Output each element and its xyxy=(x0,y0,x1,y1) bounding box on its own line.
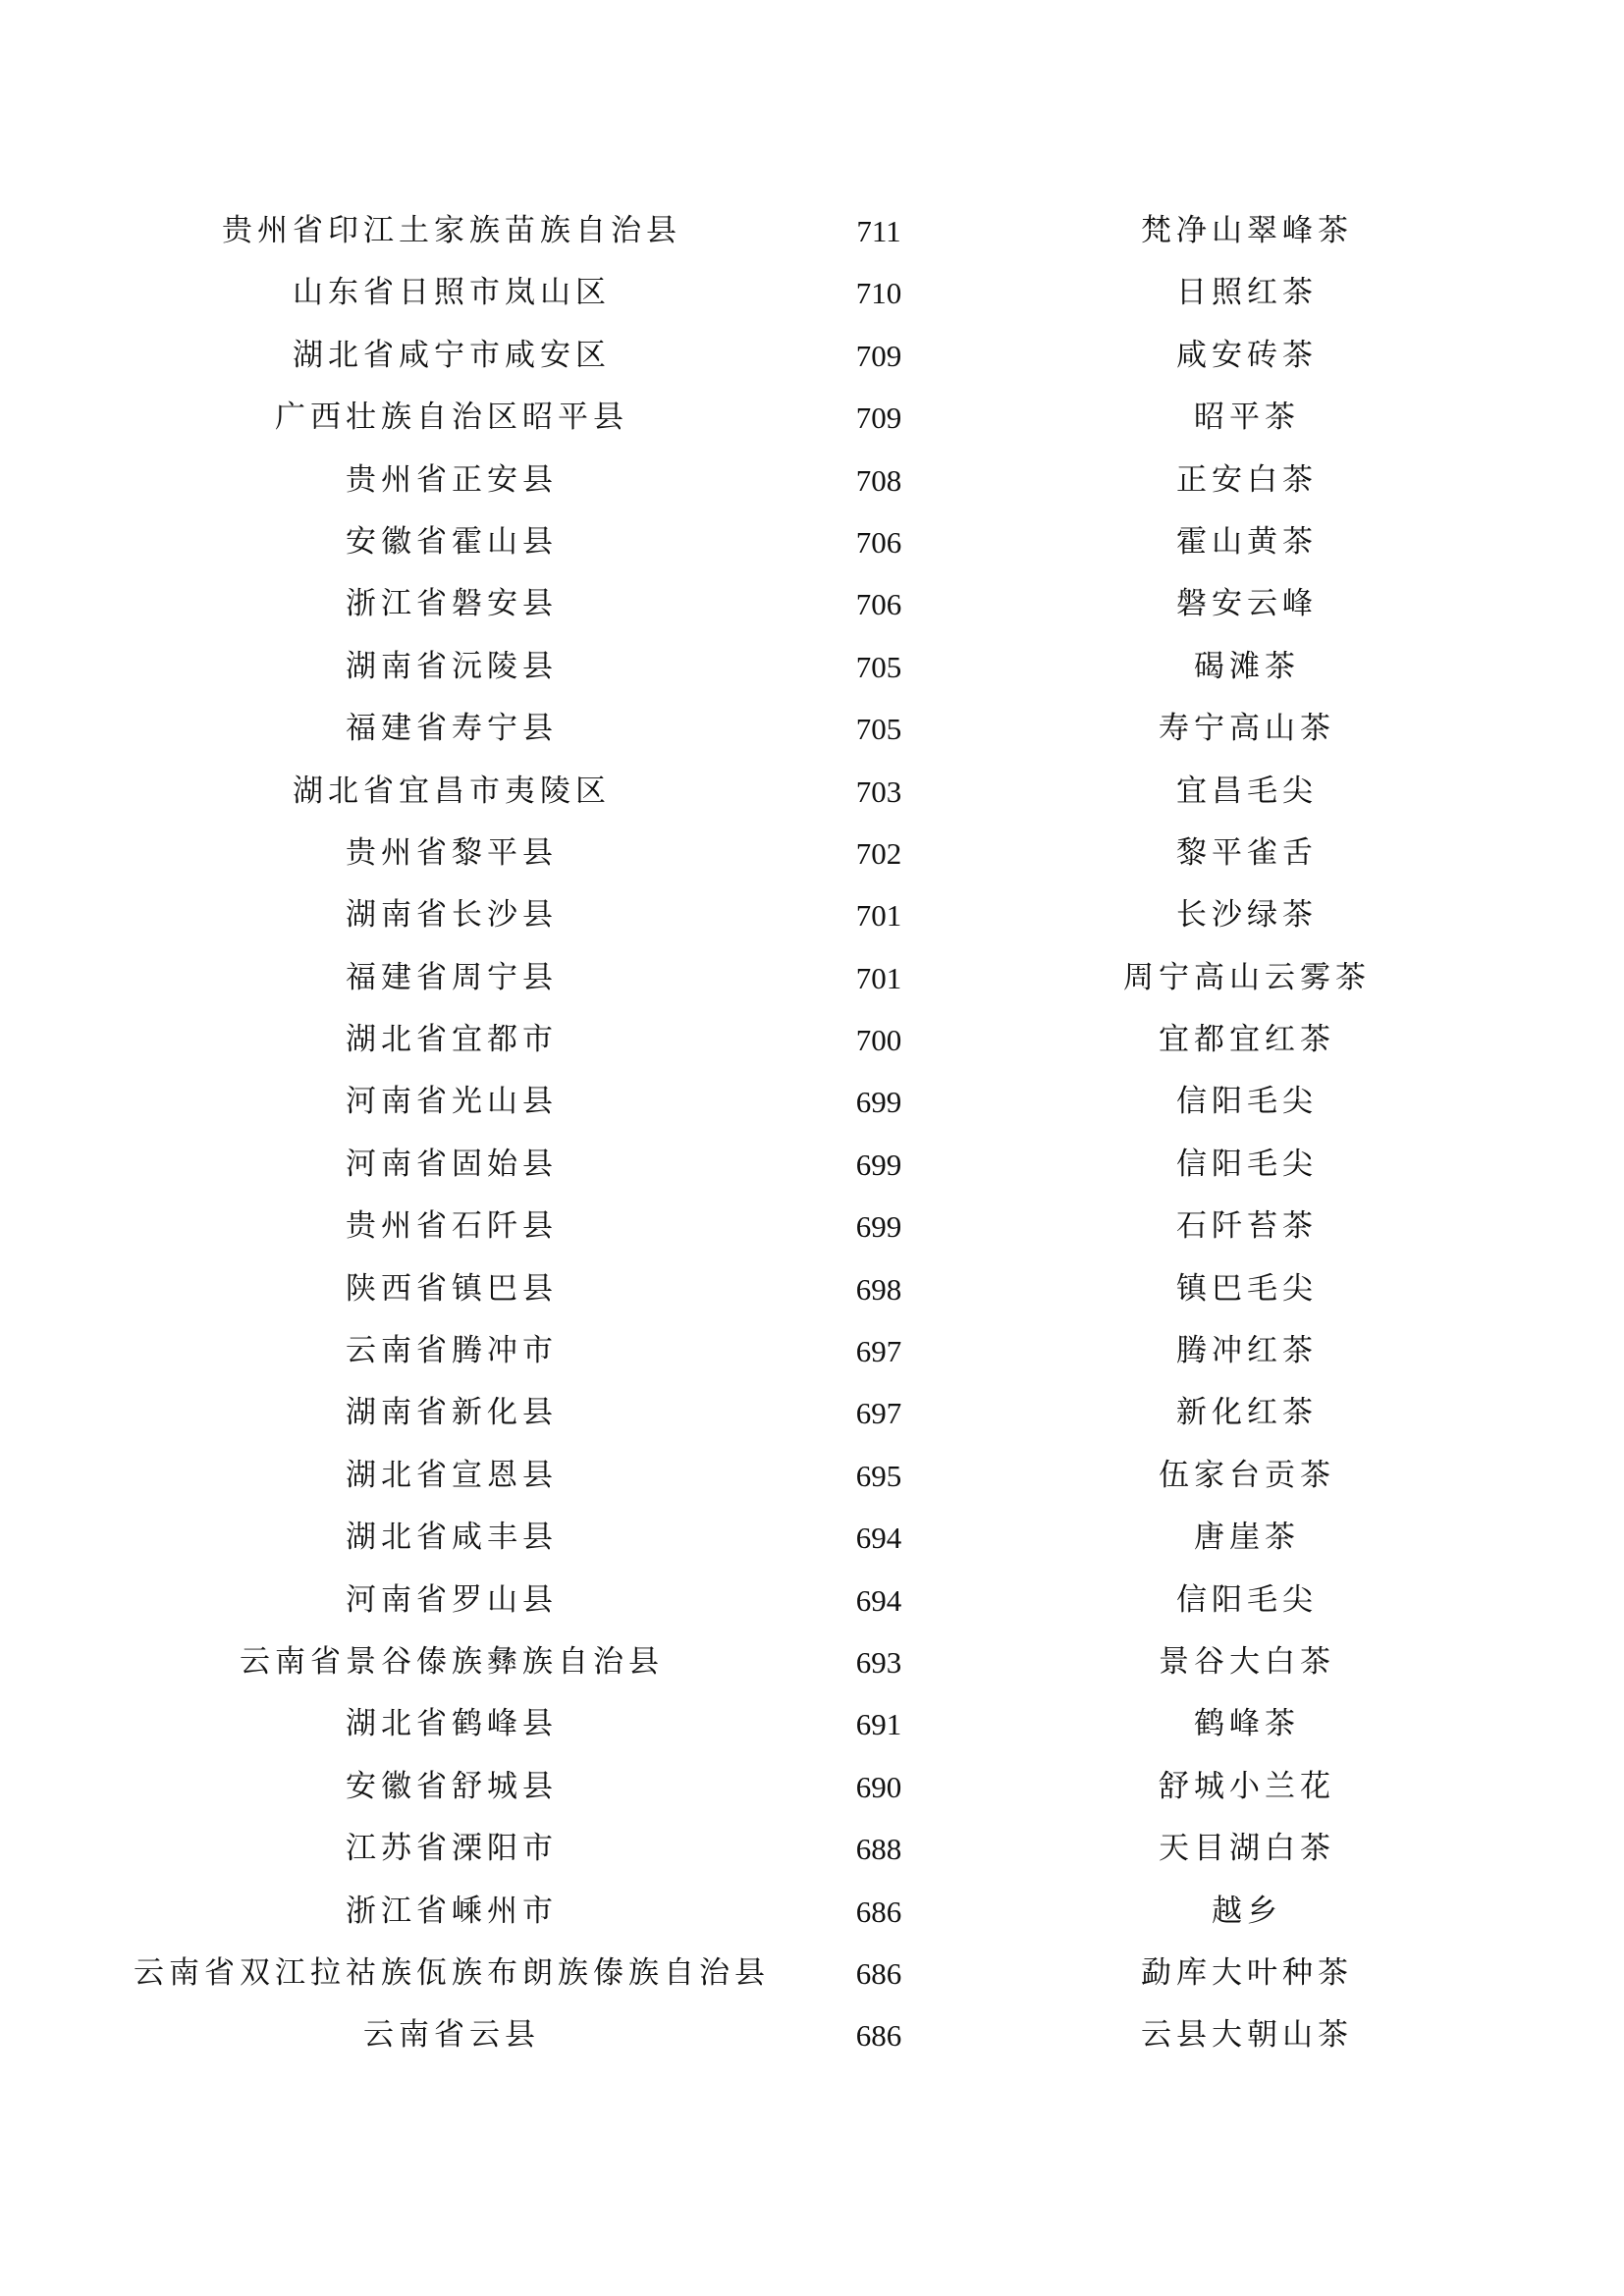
table-row xyxy=(0,1009,1624,1071)
table-row xyxy=(0,947,1624,1009)
brand-cell: 宜都宜红茶 xyxy=(1159,1022,1335,1058)
region-cell: 贵州省印江土家族苗族自治县 xyxy=(222,213,681,248)
score-cell: 709 xyxy=(855,400,902,436)
score-cell: 702 xyxy=(855,835,902,871)
table-row xyxy=(0,761,1624,823)
score-cell: 695 xyxy=(855,1458,902,1493)
table-row xyxy=(0,1258,1624,1320)
table-row xyxy=(0,450,1624,511)
brand-cell: 勐库大叶种茶 xyxy=(1141,1954,1353,1991)
region-cell: 云南省腾冲市 xyxy=(346,1333,558,1369)
score-cell: 688 xyxy=(855,1832,902,1867)
score-cell: 701 xyxy=(855,898,902,934)
table-row xyxy=(0,1445,1624,1507)
brand-cell: 新化红茶 xyxy=(1176,1395,1318,1431)
brand-cell: 伍家台贡茶 xyxy=(1159,1457,1335,1493)
table-row xyxy=(0,1570,1624,1631)
table-row xyxy=(0,636,1624,698)
region-cell: 福建省寿宁县 xyxy=(346,711,558,747)
region-cell: 云南省双江拉祜族佤族布朗族傣族自治县 xyxy=(134,1954,770,1991)
region-cell: 湖北省鹤峰县 xyxy=(346,1706,558,1742)
region-cell: 湖南省新化县 xyxy=(346,1395,558,1431)
region-cell: 贵州省石阡县 xyxy=(346,1208,558,1245)
brand-cell: 石阡苔茶 xyxy=(1176,1208,1318,1245)
brand-cell: 镇巴毛尖 xyxy=(1176,1270,1318,1307)
region-cell: 湖南省长沙县 xyxy=(346,897,558,934)
region-cell: 广西壮族自治区昭平县 xyxy=(275,400,628,436)
brand-cell: 黎平雀舌 xyxy=(1176,834,1318,871)
score-cell: 686 xyxy=(855,1894,902,1929)
brand-cell: 宜昌毛尖 xyxy=(1176,773,1318,809)
table-row xyxy=(0,511,1624,573)
brand-cell: 梵净山翠峰茶 xyxy=(1141,213,1353,248)
brand-cell: 咸安砖茶 xyxy=(1176,337,1318,373)
table-row xyxy=(0,387,1624,449)
table-row xyxy=(0,325,1624,387)
score-cell: 698 xyxy=(855,1271,902,1307)
table-row xyxy=(0,1818,1624,1880)
region-cell: 湖北省宣恩县 xyxy=(346,1457,558,1493)
region-cell: 湖北省咸丰县 xyxy=(346,1520,558,1556)
score-cell: 701 xyxy=(855,960,902,995)
region-cell: 福建省周宁县 xyxy=(346,959,558,995)
brand-cell: 腾冲红茶 xyxy=(1176,1333,1318,1369)
score-cell: 697 xyxy=(855,1396,902,1431)
score-cell: 699 xyxy=(855,1209,902,1245)
brand-cell: 云县大朝山茶 xyxy=(1141,2017,1353,2054)
score-cell: 700 xyxy=(855,1023,902,1058)
brand-cell: 周宁高山云雾茶 xyxy=(1123,959,1371,995)
score-cell: 709 xyxy=(855,338,902,373)
table-row xyxy=(0,884,1624,946)
region-cell: 浙江省磐安县 xyxy=(346,586,558,622)
score-cell: 705 xyxy=(855,712,902,747)
brand-cell: 信阳毛尖 xyxy=(1176,1146,1318,1182)
score-cell: 693 xyxy=(855,1644,902,1680)
table-row xyxy=(0,1756,1624,1818)
brand-cell: 舒城小兰花 xyxy=(1159,1768,1335,1804)
table-row xyxy=(0,698,1624,760)
table-row xyxy=(0,1320,1624,1382)
region-cell: 安徽省霍山县 xyxy=(346,523,558,560)
brand-cell: 寿宁高山茶 xyxy=(1159,711,1335,747)
table-row xyxy=(0,1693,1624,1755)
table-row xyxy=(0,573,1624,635)
region-cell: 浙江省嵊州市 xyxy=(346,1893,558,1929)
table-row xyxy=(0,1134,1624,1196)
table-row xyxy=(0,2004,1624,2066)
table-row xyxy=(0,1943,1624,2004)
region-cell: 山东省日照市岚山区 xyxy=(293,275,611,311)
brand-cell: 碣滩茶 xyxy=(1194,648,1300,684)
brand-cell: 昭平茶 xyxy=(1194,400,1300,436)
region-cell: 河南省固始县 xyxy=(346,1146,558,1182)
table-row xyxy=(0,1196,1624,1257)
region-cell: 湖北省宜昌市夷陵区 xyxy=(293,773,611,809)
brand-cell: 霍山黄茶 xyxy=(1176,523,1318,560)
brand-cell: 信阳毛尖 xyxy=(1176,1581,1318,1618)
score-cell: 691 xyxy=(855,1707,902,1742)
region-cell: 河南省光山县 xyxy=(346,1084,558,1120)
brand-cell: 天目湖白茶 xyxy=(1159,1831,1335,1867)
score-cell: 706 xyxy=(855,524,902,560)
region-cell: 湖北省咸宁市咸安区 xyxy=(293,337,611,373)
brand-cell: 磐安云峰 xyxy=(1176,586,1318,622)
brand-cell: 日照红茶 xyxy=(1176,275,1318,311)
region-cell: 云南省景谷傣族彝族自治县 xyxy=(240,1643,664,1680)
region-cell: 云南省云县 xyxy=(363,2017,540,2054)
region-cell: 河南省罗山县 xyxy=(346,1581,558,1618)
score-cell: 703 xyxy=(855,774,902,809)
brand-cell: 景谷大白茶 xyxy=(1159,1643,1335,1680)
score-cell: 694 xyxy=(855,1582,902,1618)
region-cell: 江苏省溧阳市 xyxy=(346,1831,558,1867)
region-cell: 贵州省黎平县 xyxy=(346,834,558,871)
table-row xyxy=(0,1507,1624,1569)
region-cell: 贵州省正安县 xyxy=(346,461,558,498)
brand-cell: 正安白茶 xyxy=(1176,461,1318,498)
score-cell: 686 xyxy=(855,2018,902,2054)
table-row xyxy=(0,1382,1624,1444)
region-cell: 陕西省镇巴县 xyxy=(346,1270,558,1307)
score-cell: 711 xyxy=(856,214,901,248)
score-cell: 708 xyxy=(855,462,902,498)
score-cell: 699 xyxy=(855,1147,902,1182)
score-cell: 686 xyxy=(855,1955,902,1991)
score-cell: 705 xyxy=(855,649,902,684)
score-cell: 690 xyxy=(855,1769,902,1804)
score-cell: 706 xyxy=(855,587,902,622)
brand-cell: 鹤峰茶 xyxy=(1194,1706,1300,1742)
brand-cell: 长沙绿茶 xyxy=(1176,897,1318,934)
region-cell: 湖北省宜都市 xyxy=(346,1022,558,1058)
score-cell: 699 xyxy=(855,1085,902,1120)
brand-cell: 越乡 xyxy=(1212,1893,1282,1929)
brand-cell: 唐崖茶 xyxy=(1194,1520,1300,1556)
score-cell: 694 xyxy=(855,1521,902,1556)
score-cell: 697 xyxy=(855,1334,902,1369)
table-row xyxy=(0,823,1624,884)
score-cell: 710 xyxy=(855,276,902,311)
brand-cell: 信阳毛尖 xyxy=(1176,1084,1318,1120)
region-cell: 湖南省沅陵县 xyxy=(346,648,558,684)
region-cell: 安徽省舒城县 xyxy=(346,1768,558,1804)
table-row xyxy=(0,200,1624,262)
table-row xyxy=(0,1881,1624,1943)
table-row xyxy=(0,1071,1624,1133)
table-row xyxy=(0,262,1624,324)
table-row xyxy=(0,1631,1624,1693)
ranking-table xyxy=(0,200,1624,2067)
